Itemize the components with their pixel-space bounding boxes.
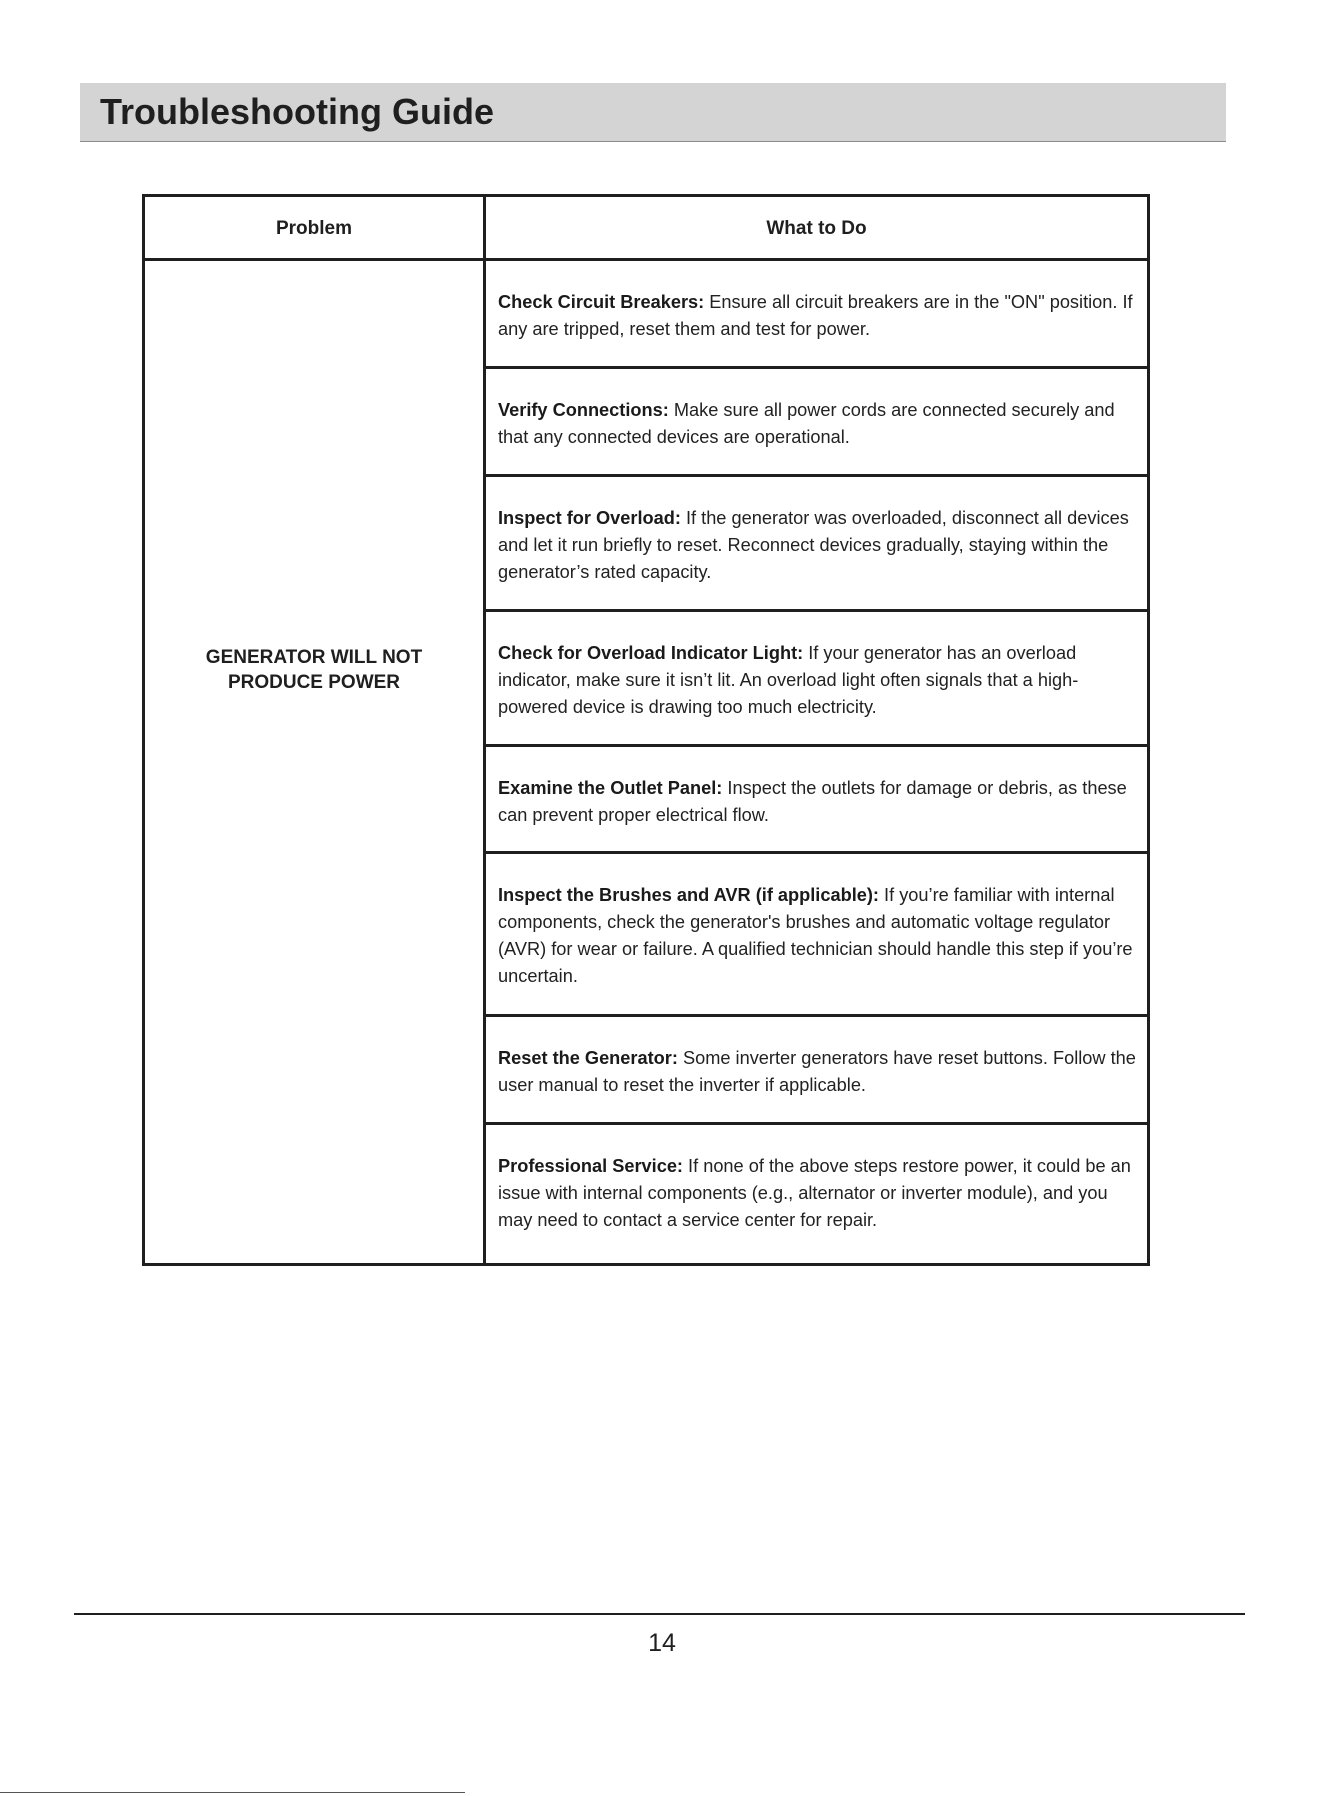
step-text: Make sure all power cords are connected securely and that any connected devices are operational. [498,400,1115,447]
step-title: Professional Service: [498,1156,689,1176]
solution-steps [486,261,1147,1261]
table-row [486,369,1147,477]
step-text: If you’re familiar with internal components, check the generator's brushes and automatic voltage regulator (AVR) for wear or failure. A qualified technician should handle this step if you’re uncertain. [498,885,1133,986]
section-header [80,83,1226,142]
step-text: Some inverter generators have reset buttons. Follow the user manual to reset the inverter if applicable. [498,1048,1136,1095]
table-row [486,854,1147,1017]
table-header-row [145,197,1147,261]
step-title: Verify Connections: [498,400,674,420]
step-text: If your generator has an overload indicator, make sure it isn’t lit. An overload light often signals that a high-powered device is drawing too much electricity. [498,643,1079,717]
table-row [486,747,1147,854]
page-number: 14 [648,1629,676,1657]
table-row [486,1125,1147,1261]
troubleshooting-table [142,194,1150,1266]
step-title: Inspect the Brushes and AVR (if applicable): [498,885,885,905]
table-row [486,477,1147,612]
footer-divider [74,1613,1245,1615]
step-title: Examine the Outlet Panel: [498,778,728,798]
problem-line: PRODUCE POWER [227,672,401,693]
problem-line: GENERATOR WILL NOT [205,647,423,668]
step-title: Check Circuit Breakers: [498,292,710,312]
step-text: If none of the above steps restore power, it could be an issue with internal components (e.g., alternator or inverter module), and you may need to contact a service center for repair. [498,1156,1131,1230]
step-title: Inspect for Overload: [498,508,686,528]
step-text: Inspect the outlets for damage or debris, as these can prevent proper electrical flow. [498,778,1127,825]
step-title: Reset the Generator: [498,1048,683,1068]
table-row [486,261,1147,369]
column-header-what-to-do: What to Do [766,218,867,239]
step-text: If the generator was overloaded, disconnect all devices and let it run briefly to reset. Reconnect devices gradually, staying within the generator’s rated capacity. [498,508,1129,582]
table-row [486,612,1147,747]
step-title: Check for Overload Indicator Light: [498,643,809,663]
bottom-edge-rule [0,1792,465,1793]
page-title: Troubleshooting Guide [100,91,494,132]
column-header-problem: Problem [275,218,353,239]
table-row [486,1017,1147,1125]
step-text: Ensure all circuit breakers are in the "ON" position. If any are tripped, reset them and test for power. [498,292,1133,339]
problem-cell [145,645,483,695]
